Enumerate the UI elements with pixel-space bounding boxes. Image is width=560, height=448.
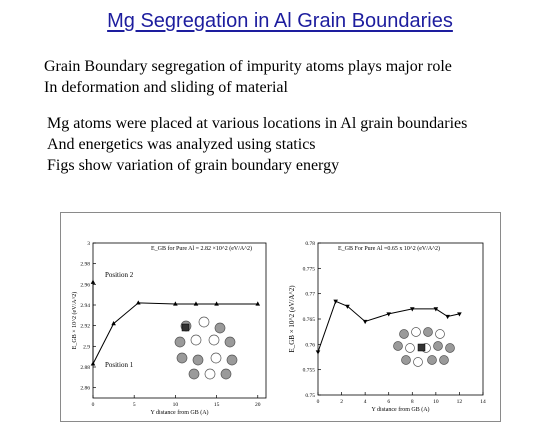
x-tick-label: 14 [480, 399, 486, 405]
data-point [316, 350, 321, 354]
y-tick-label: 2.92 [80, 323, 90, 330]
y-tick-label: 0.755 [302, 367, 315, 374]
grey-atom [227, 355, 237, 365]
x-tick-label: 15 [213, 402, 220, 408]
x-axis-label: Y distance from GB (A) [150, 410, 209, 416]
data-point [255, 301, 260, 305]
chart-title: E_GB for Pure Al = 2.82 ×10^2 (eV/A^2) [151, 246, 253, 252]
chart-left [61, 213, 276, 421]
y-tick-label: 3 [87, 241, 90, 247]
figure-panel [60, 212, 501, 422]
grey-atom [221, 369, 231, 379]
x-tick-label: 6 [387, 399, 391, 405]
data-point [214, 301, 219, 305]
y-axis-label: E_GB × 10^2 (eV/A^2) [72, 291, 78, 350]
chart-title: E_GB For Pure Al =0.65 x 10^2 (eV/A^2) [338, 246, 441, 252]
intro-paragraph [44, 56, 452, 98]
white-atom [436, 330, 445, 339]
slide-title: Mg Segregation in Al Grain Boundaries [107, 10, 453, 32]
grey-atom [400, 330, 409, 339]
grey-atom [215, 323, 225, 333]
x-tick-label: 20 [255, 402, 261, 408]
white-atom [209, 335, 219, 345]
plot-area-frame [318, 243, 483, 395]
y-tick-label: 0.75 [305, 393, 315, 399]
white-atom [211, 353, 221, 363]
grey-atom [225, 337, 235, 347]
white-atom [406, 344, 415, 353]
white-atom [412, 328, 421, 337]
intro-line-2: In deformation and sliding of material [44, 79, 288, 96]
intro-line-1: Grain Boundary segregation of impurity atoms plays major role [44, 58, 452, 75]
grey-atom [424, 328, 433, 337]
data-point [136, 300, 141, 304]
annotation-position-2: Position 2 [105, 271, 134, 279]
method-paragraph [47, 113, 467, 176]
series-line [93, 282, 258, 364]
grey-atom [193, 355, 203, 365]
x-tick-label: 8 [410, 399, 414, 405]
x-tick-label: 5 [132, 402, 136, 408]
x-tick-label: 0 [91, 402, 95, 408]
grey-atom [394, 342, 403, 351]
chart-right [276, 213, 500, 421]
method-line-2: And energetics was analyzed using statics [47, 136, 316, 153]
y-tick-label: 0.775 [302, 266, 315, 273]
data-point [363, 320, 368, 324]
white-atom [199, 317, 209, 327]
data-point [91, 361, 96, 365]
y-tick-label: 0.78 [305, 241, 315, 247]
y-tick-label: 2.86 [80, 385, 90, 392]
y-axis-label: E_GB × 10^2 (eV/A^2) [288, 285, 296, 353]
data-point [91, 280, 96, 284]
annotation-position-1: Position 1 [105, 361, 134, 369]
x-tick-label: 4 [363, 399, 367, 405]
y-tick-label: 0.76 [305, 342, 315, 349]
x-tick-label: 10 [172, 402, 179, 408]
grey-atom [189, 369, 199, 379]
mg-atom-marker [182, 324, 189, 331]
x-axis-label: Y distance from GB (A) [371, 407, 430, 413]
grey-atom [434, 342, 443, 351]
y-tick-label: 2.9 [83, 344, 90, 351]
y-tick-label: 2.94 [80, 303, 90, 309]
grey-atom [446, 344, 455, 353]
y-tick-label: 0.77 [305, 291, 315, 298]
x-tick-label: 10 [433, 399, 439, 405]
data-point [445, 315, 450, 319]
method-line-1: Mg atoms were placed at various locations in Al grain boundaries [47, 115, 468, 132]
y-tick-label: 2.96 [80, 282, 90, 289]
y-tick-label: 2.88 [80, 365, 90, 371]
y-tick-label: 2.98 [80, 261, 90, 268]
grey-atom [440, 356, 449, 365]
x-tick-label: 2 [340, 399, 343, 405]
data-point [194, 301, 199, 305]
white-atom [205, 369, 215, 379]
grey-atom [175, 337, 185, 347]
plot-area-frame [93, 243, 266, 398]
white-atom [191, 335, 201, 345]
grey-atom [402, 356, 411, 365]
x-tick-label: 12 [456, 399, 463, 405]
white-atom [414, 358, 423, 367]
mg-atom-marker [418, 344, 425, 351]
grey-atom [177, 353, 187, 363]
x-tick-label: 0 [316, 399, 320, 405]
grey-atom [428, 356, 437, 365]
y-tick-label: 0.765 [302, 317, 315, 323]
method-line-3: Figs show variation of grain boundary energy [47, 157, 340, 174]
